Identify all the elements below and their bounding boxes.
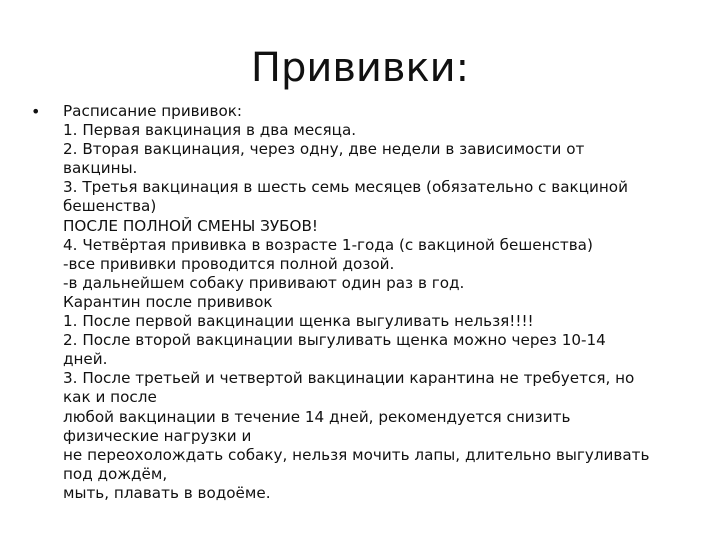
- body-line-physical-load: физические нагрузки и: [63, 426, 252, 445]
- slide-body: [63, 102, 711, 503]
- body-line-first-vaccination: 1. Первая вакцинация в два месяца.: [63, 121, 357, 140]
- body-line-schedule-heading: Расписание прививок:: [63, 102, 243, 120]
- body-line-quarantine-first: 1. После первой вакцинации щенка выгуливать нельзя!!!!: [63, 312, 534, 331]
- body-line-third-vaccination-cont: бешенства): [63, 197, 157, 216]
- body-line-quarantine-third-cont: как и после: [63, 388, 157, 407]
- slide-title: Прививки:: [250, 45, 470, 91]
- body-line-rain: под дождём,: [63, 464, 168, 483]
- body-line-quarantine-third: 3. После третьей и четвертой вакцинации карантина не требуется, но: [63, 369, 635, 388]
- body-line-quarantine-second: 2. После второй вакцинации выгуливать щенка можно через 10-14: [63, 331, 606, 350]
- body-line-second-vaccination-cont: вакцины.: [63, 159, 138, 178]
- body-line-quarantine-second-cont: дней.: [63, 350, 108, 369]
- body-line-any-vaccination: любой вакцинации в течение 14 дней, рекомендуется снизить: [63, 407, 571, 426]
- body-line-full-dose: -все прививки проводится полной дозой.: [63, 254, 395, 273]
- body-line-fourth-vaccination: 4. Четвёртая прививка в возрасте 1-года (с вакциной бешенства): [63, 235, 593, 254]
- body-line-no-swimming: мыть, плавать в водоёме.: [63, 483, 271, 502]
- body-line-third-vaccination: 3. Третья вакцинация в шесть семь месяцев (обязательно с вакциной: [63, 178, 628, 197]
- body-line-teeth-note: ПОСЛЕ ПОЛНОЙ СМЕНЫ ЗУБОВ!: [63, 216, 319, 235]
- bullet-dot: •: [31, 102, 41, 121]
- body-line-quarantine-heading: Карантин после прививок: [63, 292, 273, 311]
- body-line-yearly: -в дальнейшем собаку прививают один раз в год.: [63, 273, 465, 292]
- body-line-no-overcooling: не переохолождать собаку, нельзя мочить лапы, длительно выгуливать: [63, 445, 650, 464]
- body-line-second-vaccination: 2. Вторая вакцинация, через одну, две недели в зависимости от: [63, 140, 585, 159]
